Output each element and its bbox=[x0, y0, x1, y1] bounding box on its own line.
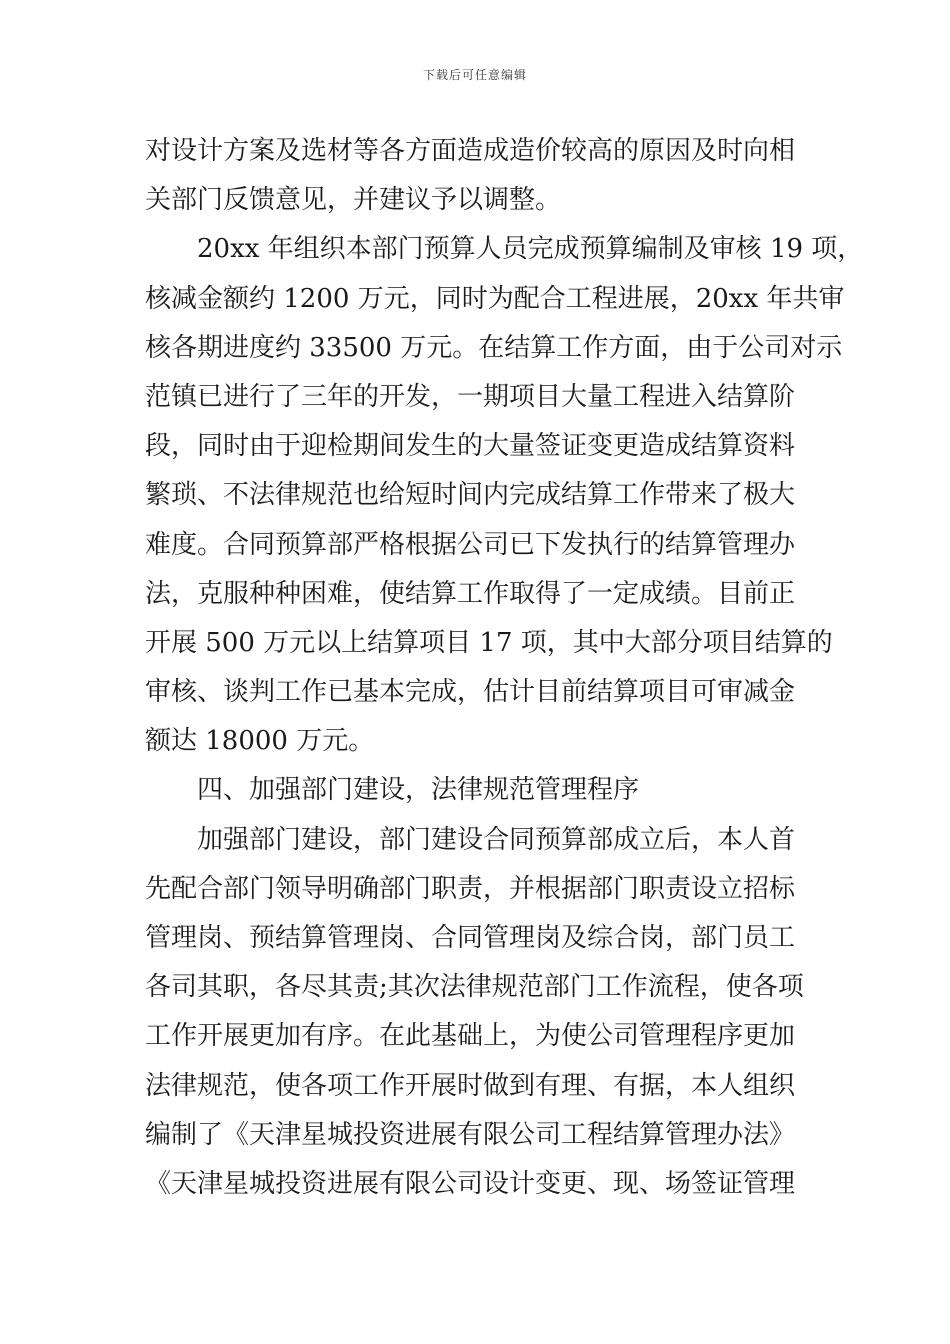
text-line: 段，同时由于迎检期间发生的大量签证变更造成结算资料 bbox=[145, 431, 796, 462]
text-line: 对设计方案及选材等各方面造成造价较高的原因及时向相 bbox=[145, 136, 796, 166]
paragraph-start-line: 加强部门建设，部门建设合同预算部成立后，本人首 bbox=[197, 824, 796, 855]
text-line: 各司其职，各尽其责;其次法律规范部门工作流程，使各项 bbox=[145, 972, 804, 1003]
text-line: 法律规范，使各项工作开展时做到有理、有据，本人组织 bbox=[145, 1070, 796, 1101]
text-line: 核各期进度约 33500 万元。在结算工作方面，由于公司对示 bbox=[145, 332, 843, 363]
text-line: 审核、谈判工作已基本完成，估计目前结算项目可审减金 bbox=[145, 677, 796, 708]
text-line: 管理岗、预结算管理岗、合同管理岗及综合岗，部门员工 bbox=[145, 923, 796, 953]
text-line: 《天津星城投资进展有限公司设计变更、现、场签证管理 bbox=[145, 1168, 796, 1199]
text-line: 额达 18000 万元。 bbox=[145, 726, 375, 757]
paragraph-start-line: 20xx 年组织本部门预算人员完成预算编制及审核 19 项， bbox=[197, 234, 864, 265]
text-line: 难度。合同预算部严格根据公司已下发执行的结算管理办 bbox=[145, 529, 796, 560]
text-line: 开展 500 万元以上结算项目 17 项，其中大部分项目结算的 bbox=[145, 627, 833, 658]
text-line: 法，克服种种困难，使结算工作取得了一定成绩。目前正 bbox=[145, 578, 796, 609]
text-line: 编制了《天津星城投资进展有限公司工程结算管理办法》 bbox=[145, 1119, 796, 1150]
text-line: 核减金额约 1200 万元，同时为配合工程进展，20xx 年共审 bbox=[145, 283, 845, 314]
text-line: 关部门反馈意见，并建议予以调整。 bbox=[145, 185, 562, 216]
text-line: 先配合部门领导明确部门职责，并根据部门职责设立招标 bbox=[145, 873, 796, 904]
text-line: 范镇已进行了三年的开发，一期项目大量工程进入结算阶 bbox=[145, 381, 796, 412]
page-header: 下载后可任意编辑 bbox=[422, 68, 527, 82]
text-line: 繁琐、不法律规范也给短时间内完成结算工作带来了极大 bbox=[145, 480, 796, 511]
section-heading: 四、加强部门建设，法律规范管理程序 bbox=[197, 775, 640, 806]
text-line: 工作开展更加有序。在此基础上，为使公司管理程序更加 bbox=[145, 1021, 796, 1052]
document-body bbox=[145, 127, 864, 1209]
